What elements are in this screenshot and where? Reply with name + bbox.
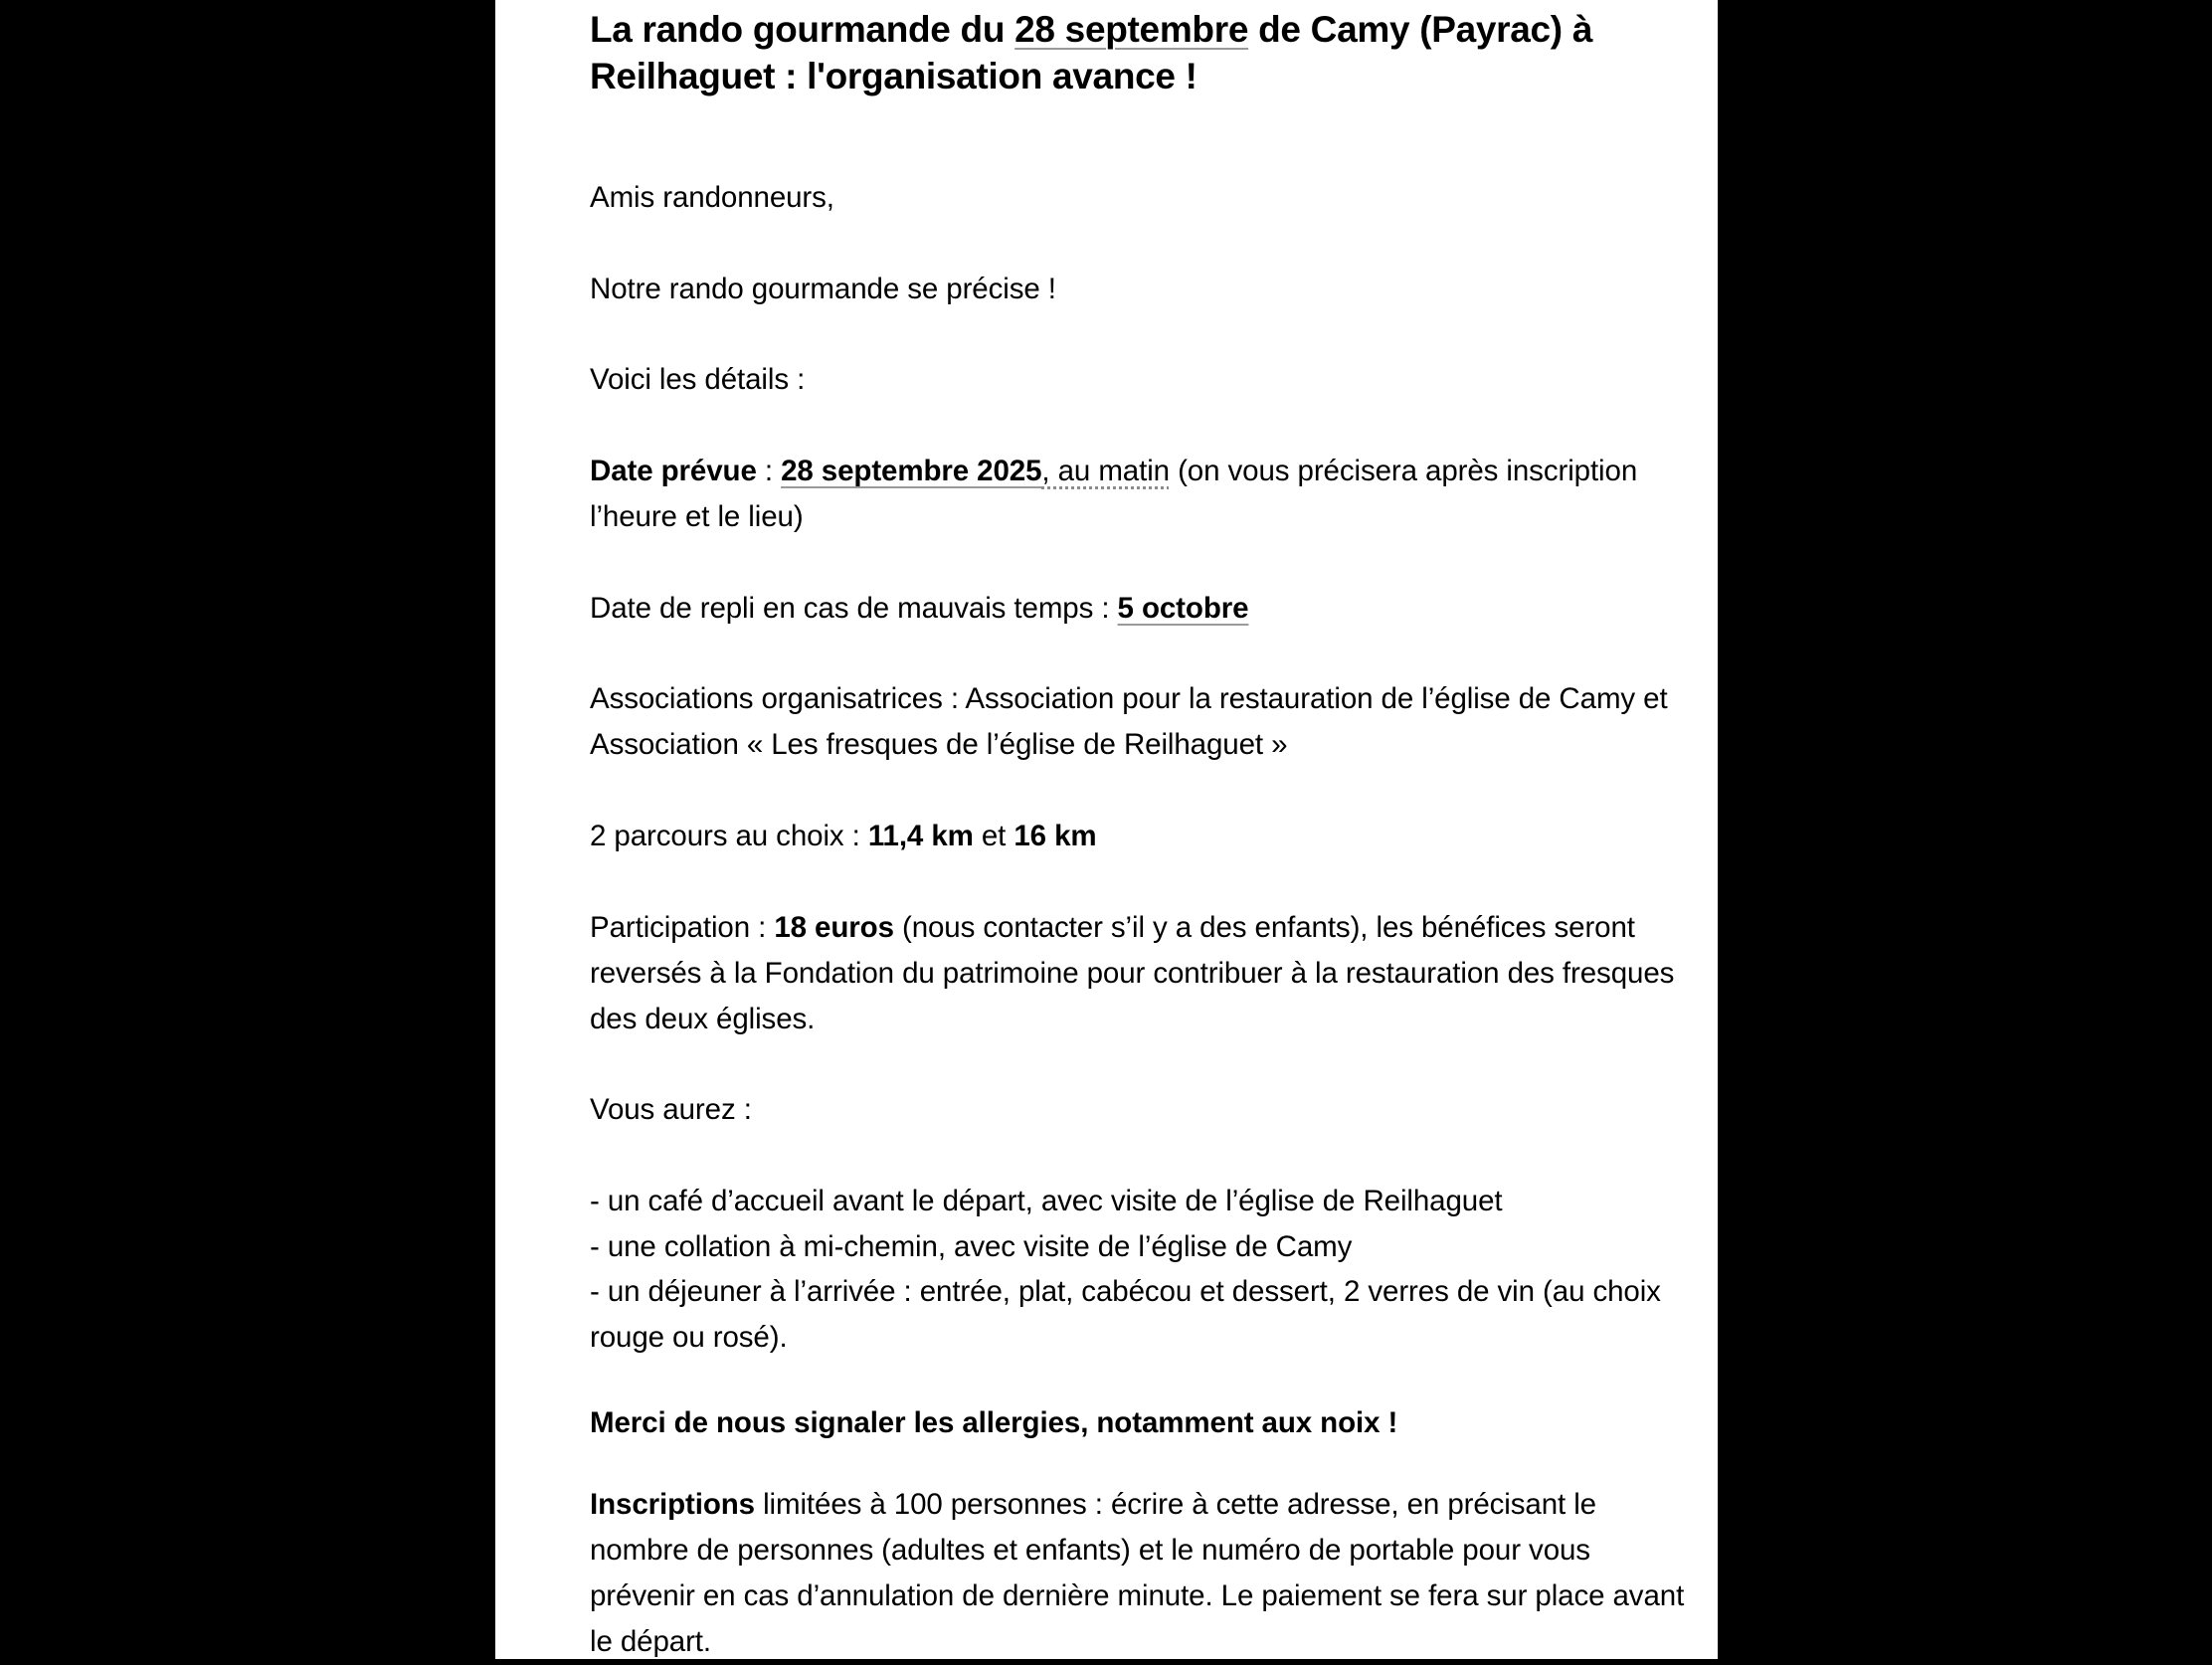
fallback-date-label: Date de repli en cas de mauvais temps : bbox=[590, 592, 1118, 625]
fallback-date-link[interactable]: 5 octobre bbox=[1117, 592, 1249, 625]
routes-and: et bbox=[973, 820, 1014, 852]
allergy-notice: Merci de nous signaler les allergies, notamment aux noix ! bbox=[590, 1406, 1398, 1439]
title-text-start: La rando gourmande du bbox=[590, 9, 1015, 50]
title-text-end: de Camy (Payrac) à Reilhaguet : l'organisation avance ! bbox=[590, 9, 1593, 96]
routes-prefix: 2 parcours au choix : bbox=[590, 820, 868, 852]
registration-label: Inscriptions bbox=[590, 1488, 755, 1521]
route-long-distance: 16 km bbox=[1014, 820, 1097, 852]
list-item-snack: - une collation à mi-chemin, avec visite de l’église de Camy bbox=[590, 1230, 1353, 1263]
participation-text: (nous contacter s’il y a des enfants), les bénéfices seront reversés à la Fondation du patrimoine pour contribuer à la restauration des fresques des deux églises. bbox=[590, 911, 1675, 1035]
planned-date-paragraph bbox=[590, 449, 1699, 540]
routes-paragraph bbox=[590, 814, 1699, 859]
participation-paragraph bbox=[590, 905, 1699, 1042]
planned-date-link[interactable]: 28 septembre 2025 bbox=[781, 455, 1042, 487]
planned-date-separator: : bbox=[756, 455, 782, 487]
title-date-link[interactable]: 28 septembre bbox=[1014, 9, 1249, 50]
you-will-have-text: Vous aurez : bbox=[590, 1093, 752, 1126]
organizers-text: Associations organisatrices : Association pour la restauration de l’église de Camy et Association « Les fresques de l’église de Reilhaguet » bbox=[590, 682, 1668, 761]
planned-date-label: Date prévue bbox=[590, 455, 757, 487]
participation-price: 18 euros bbox=[774, 911, 894, 944]
list-item-welcome-coffee: - un café d’accueil avant le départ, avec visite de l’église de Reilhaguet bbox=[590, 1185, 1503, 1217]
list-item-lunch: - un déjeuner à l’arrivée : entrée, plat, cabécou et dessert, 2 verres de vin (au choix rouge ou rosé). bbox=[590, 1275, 1661, 1354]
planned-time-link[interactable]: , au matin bbox=[1041, 455, 1170, 487]
route-short-distance: 11,4 km bbox=[867, 820, 974, 852]
participation-label: Participation : bbox=[590, 911, 775, 944]
planned-date-note: (on vous précisera après inscription l’heure et le lieu) bbox=[590, 455, 1638, 533]
greeting-text: Amis randonneurs, bbox=[590, 181, 834, 214]
registration-text: limitées à 100 personnes : écrire à cette adresse, en précisant le nombre de personnes (adultes et enfants) et le numéro de portable pour vous prévenir en cas d’annulation de dernière minute. Le paiement se fera sur place avant le départ. bbox=[590, 1488, 1685, 1658]
email-page bbox=[495, 0, 1718, 1659]
intro-text: Notre rando gourmande se précise ! bbox=[590, 273, 1056, 305]
details-intro-text: Voici les détails : bbox=[590, 363, 806, 396]
registration-paragraph bbox=[590, 1482, 1699, 1665]
email-title bbox=[590, 6, 1699, 99]
fallback-date-paragraph bbox=[590, 586, 1699, 632]
